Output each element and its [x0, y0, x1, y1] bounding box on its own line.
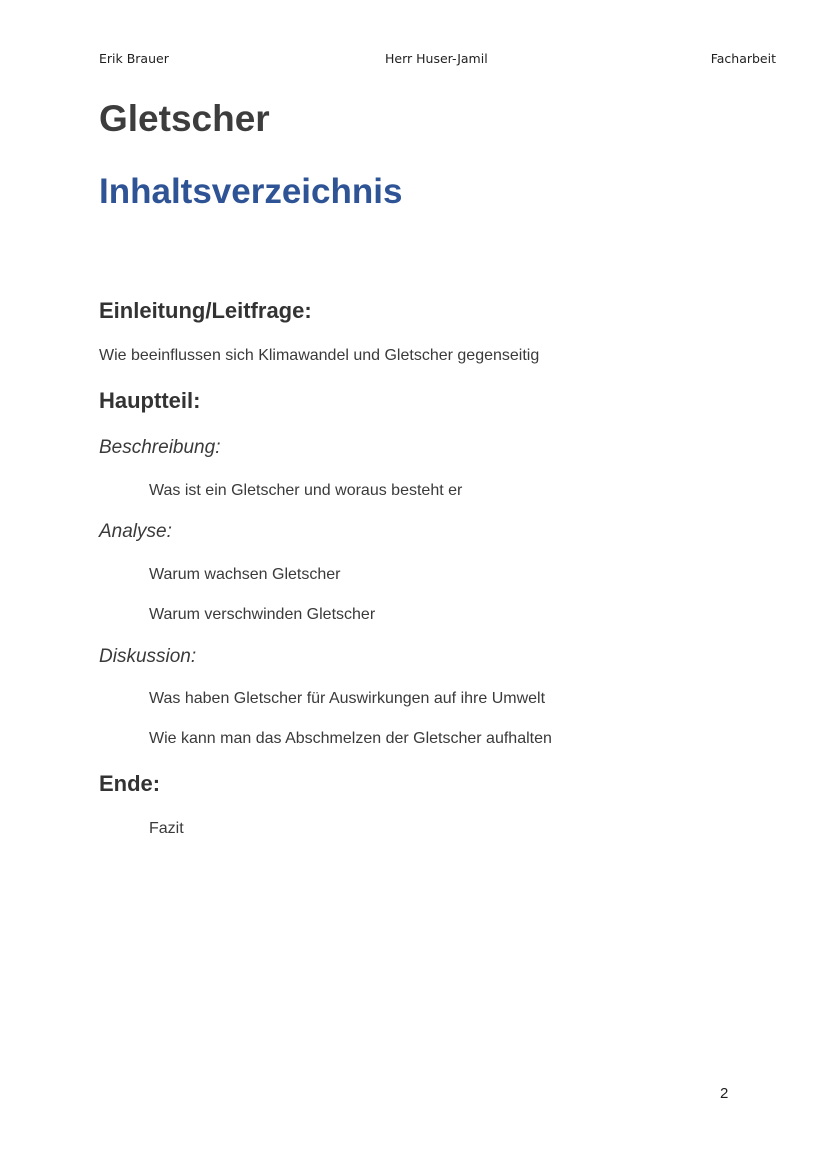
toc-entry: Was ist ein Gletscher und woraus besteht er	[149, 482, 463, 499]
page-number: 2	[720, 1085, 729, 1102]
header-author: Erik Brauer	[99, 51, 169, 66]
subheading-description: Beschreibung:	[99, 437, 221, 458]
toc-entry: Warum verschwinden Gletscher	[149, 606, 376, 623]
section-heading-end: Ende:	[99, 771, 161, 796]
toc-entry: Was haben Gletscher für Auswirkungen auf ihre Umwelt	[149, 690, 546, 707]
document-title: Gletscher	[99, 98, 270, 139]
toc-entry: Warum wachsen Gletscher	[149, 566, 341, 583]
subheading-discussion: Diskussion:	[99, 646, 197, 667]
intro-text: Wie beeinflussen sich Klimawandel und Gletscher gegenseitig	[99, 347, 540, 364]
section-heading-intro: Einleitung/Leitfrage:	[99, 298, 312, 323]
section-heading-main: Hauptteil:	[99, 388, 201, 413]
header-teacher: Herr Huser-Jamil	[385, 51, 488, 66]
toc-entry: Fazit	[149, 820, 184, 837]
subheading-analysis: Analyse:	[99, 521, 172, 542]
toc-entry: Wie kann man das Abschmelzen der Gletscher aufhalten	[149, 730, 552, 747]
header-doc-type: Facharbeit	[710, 51, 776, 66]
toc-title: Inhaltsverzeichnis	[99, 172, 403, 211]
